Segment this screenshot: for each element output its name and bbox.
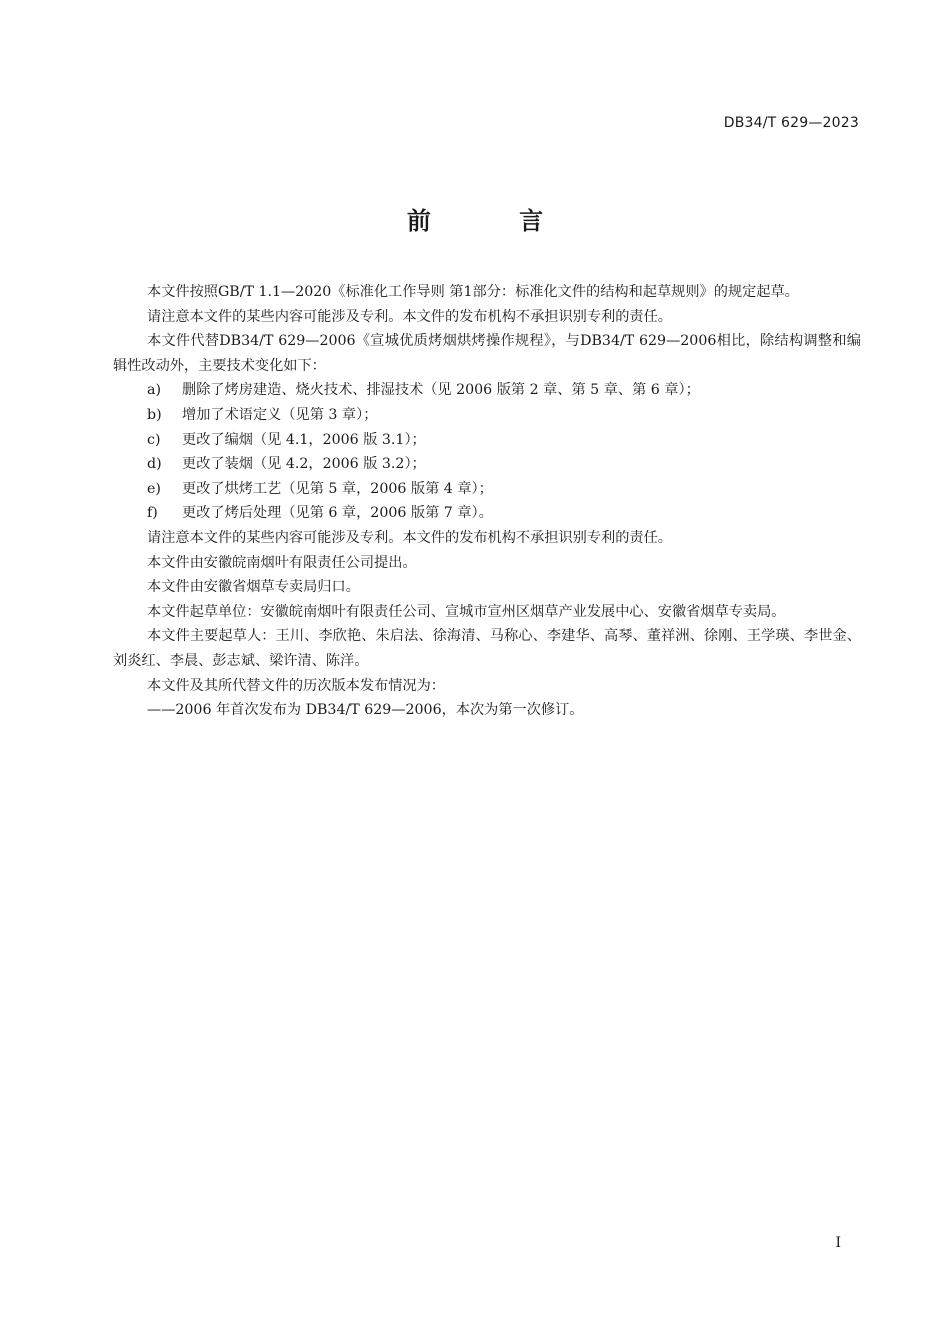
list-item: [113, 428, 861, 453]
list-item-text: 更改了编烟（见 4.1，2006 版 3.1）；: [182, 431, 426, 448]
list-item-text: 删除了烤房建造、烧火技术、排湿技术（见 2006 版第 2 章、第 5 章、第 6 章）；: [182, 382, 700, 399]
changes-list: [113, 378, 861, 526]
list-item: [113, 452, 861, 477]
paragraph-drafting-basis: 本文件按照GB/T 1.1—2020《标准化工作导则 第1部分：标准化文件的结构和起草规则》的规定起草。: [147, 284, 799, 300]
list-item-mark: f): [147, 505, 158, 522]
list-item-mark: a): [147, 382, 161, 399]
page-number: I: [835, 1235, 841, 1251]
list-item-text: 更改了装烟（见 4.2，2006 版 3.2）；: [182, 456, 426, 473]
list-item-mark: c): [147, 431, 161, 448]
paragraph-administrator: 本文件由安徽省烟草专卖局归口。: [147, 579, 360, 596]
list-item-text: 更改了烘烤工艺（见第 5 章，2006 版第 4 章）；: [182, 480, 493, 497]
paragraph-patent-notice: 请注意本文件的某些内容可能涉及专利。本文件的发布机构不承担识别专利的责任。: [147, 308, 672, 325]
list-item-text: 增加了术语定义（见第 3 章）；: [182, 406, 378, 423]
list-item-mark: d): [147, 456, 162, 473]
list-item-mark: e): [147, 480, 161, 497]
list-item: [113, 378, 861, 403]
list-item: [113, 501, 861, 526]
paragraph-history-entry: ——2006 年首次发布为 DB34/T 629—2006，本次为第一次修订。: [147, 702, 584, 719]
foreword-body: [113, 280, 861, 723]
list-item-text: 更改了烤后处理（见第 6 章，2006 版第 7 章）。: [182, 505, 493, 522]
paragraph-patent-notice: 请注意本文件的某些内容可能涉及专利。本文件的发布机构不承担识别专利的责任。: [147, 529, 672, 546]
list-item: [113, 477, 861, 502]
list-item-mark: b): [147, 406, 162, 423]
document-code: DB34/T 629—2023: [723, 115, 859, 131]
paragraph-proposer: 本文件由安徽皖南烟叶有限责任公司提出。: [147, 554, 417, 571]
page-title: 前 言: [406, 207, 584, 235]
paragraph-replacement: 本文件代替DB34/T 629—2006《宣城优质烤烟烘烤操作规程》，与DB34/T 629—2006相比，除结构调整和编辑性改动外，主要技术变化如下：: [113, 333, 861, 374]
paragraph-drafting-units: 本文件起草单位：安徽皖南烟叶有限责任公司、宣城市宣州区烟草产业发展中心、安徽省烟草专卖局。: [147, 603, 786, 620]
paragraph-history-intro: 本文件及其所代替文件的历次版本发布情况为：: [147, 677, 445, 694]
list-item: [113, 403, 861, 428]
paragraph-drafters: 本文件主要起草人：王川、李欣艳、朱启法、徐海清、马称心、李建华、高琴、董祥洲、徐刚、王学瑛、李世金、刘炎红、李晨、彭志斌、梁许清、陈洋。: [113, 628, 861, 669]
